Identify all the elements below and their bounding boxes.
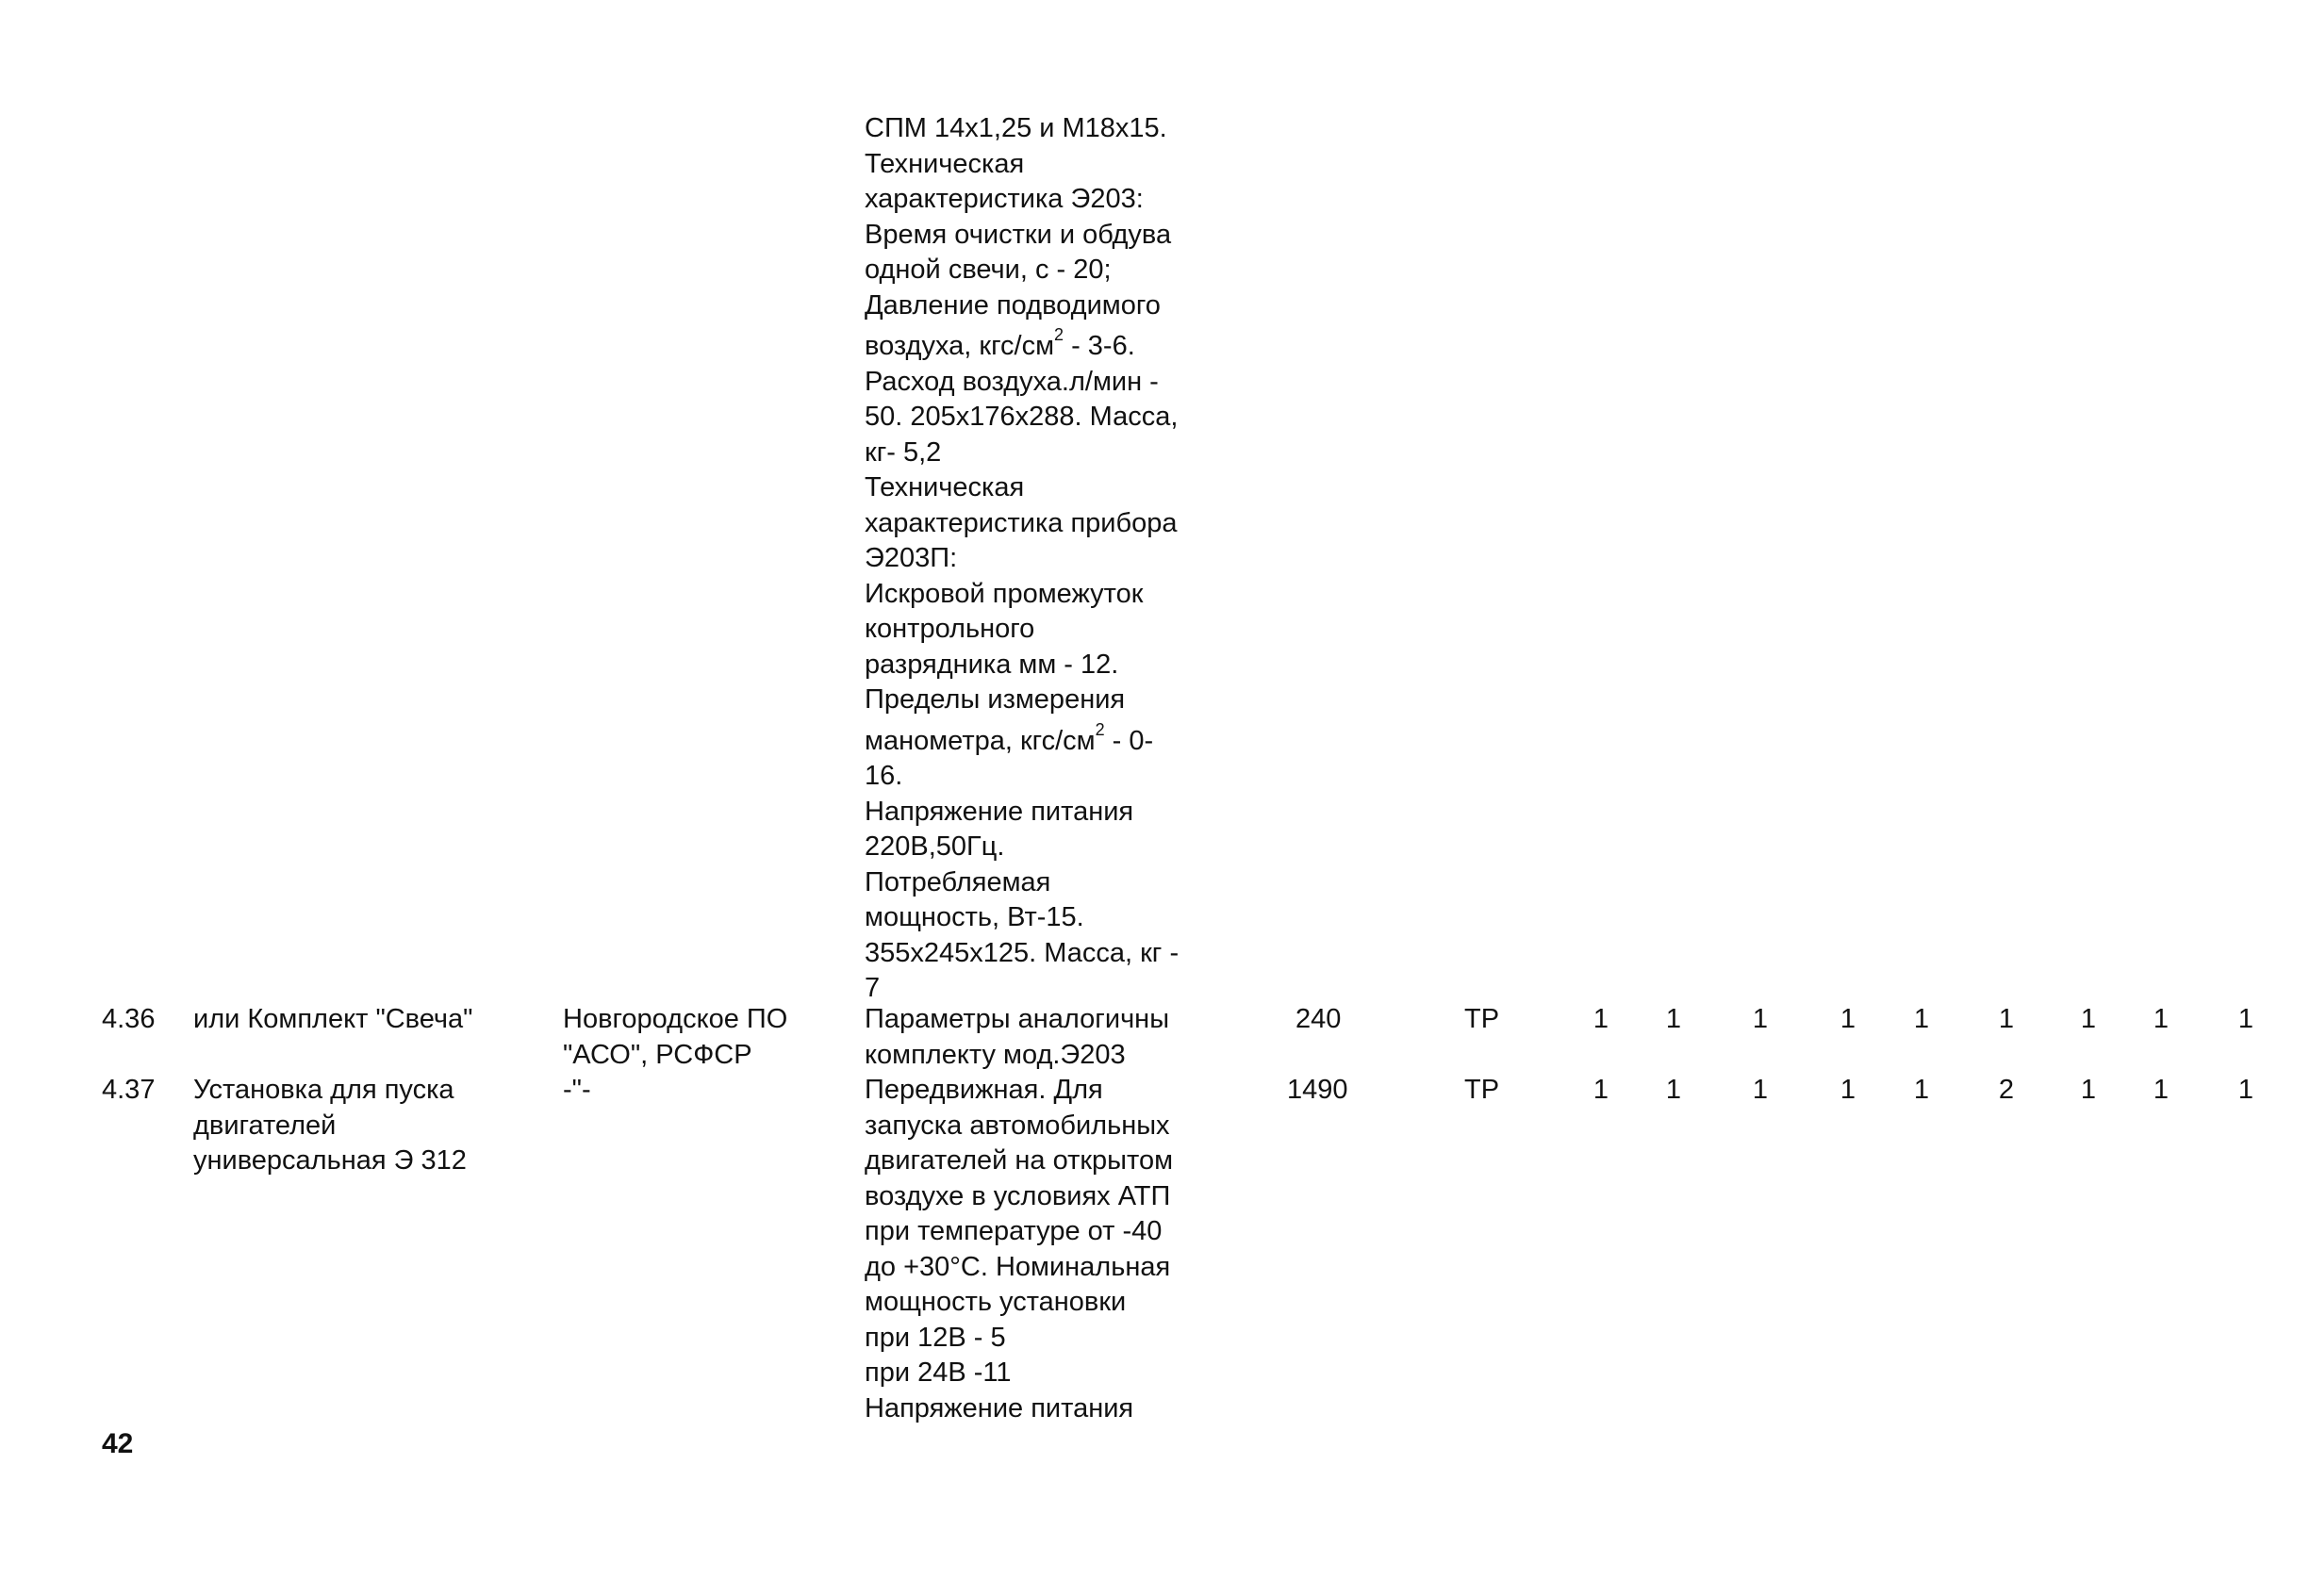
- count-cell: 1: [2080, 1004, 2097, 1034]
- desc-line: 7: [865, 973, 881, 1003]
- maker-line: -"-: [563, 1075, 591, 1105]
- name-line: универсальная Э 312: [193, 1145, 467, 1176]
- manufacturer: [563, 1073, 591, 1109]
- item-name: [193, 1002, 472, 1038]
- desc-line: 355х245х125. Масса, кг -: [865, 937, 1180, 968]
- desc-line: при температуре от -40: [865, 1216, 1163, 1246]
- page-number: 42: [102, 1428, 134, 1459]
- desc-line: двигателей на открытом: [865, 1145, 1174, 1176]
- continuation-description: [865, 111, 1242, 1007]
- desc-line: Передвижная. Для: [865, 1075, 1103, 1105]
- count-cell: 1: [1592, 1004, 1609, 1034]
- count-cell: 1: [1840, 1004, 1856, 1034]
- item-name: [193, 1073, 467, 1179]
- desc-line: Параметры аналогичны: [865, 1004, 1170, 1034]
- desc-line: 50. 205х176х288. Масса,: [865, 402, 1179, 432]
- count-cell: 1: [2237, 1075, 2254, 1105]
- count-cell: 1: [1998, 1004, 2015, 1034]
- desc-line: Э203П:: [865, 543, 958, 573]
- desc-line: характеристика прибора: [865, 507, 1178, 538]
- count-cell: 1: [1913, 1075, 1930, 1105]
- desc-line: контрольного: [865, 614, 1035, 644]
- desc-line: характеристика Э203:: [865, 184, 1144, 214]
- price: 240: [1295, 1004, 1342, 1034]
- desc-line: Давление подводимого: [865, 289, 1161, 321]
- count-cell: 1: [1665, 1075, 1682, 1105]
- desc-line: Потребляемая: [865, 866, 1051, 897]
- pressure-value: - 3-6.: [1064, 331, 1135, 361]
- count-cell: 1: [1592, 1075, 1609, 1105]
- desc-line: Пределы измерения: [865, 684, 1126, 715]
- desc-line-pressure: [865, 323, 1242, 365]
- desc-line: запуска автомобильных: [865, 1110, 1170, 1141]
- desc-line: Расход воздуха.л/мин -: [865, 366, 1159, 397]
- desc-line: Напряжение питания: [865, 1392, 1134, 1423]
- item-description: [865, 1073, 1242, 1426]
- desc-line: при 12В - 5: [865, 1322, 1006, 1353]
- desc-line: мощность установки: [865, 1287, 1127, 1317]
- row-number: 4.36: [102, 1004, 156, 1034]
- desc-line: комплекту мод.Э203: [865, 1039, 1126, 1070]
- gauge-value: - 0-: [1104, 725, 1154, 756]
- maker-line: "АСО", РСФСР: [563, 1039, 752, 1070]
- item-description: [865, 1002, 1242, 1073]
- desc-line: воздухе в условиях АТП: [865, 1180, 1171, 1211]
- desc-line: 220В,50Гц.: [865, 831, 1005, 862]
- desc-line: Техническая: [865, 472, 1025, 502]
- price: 1490: [1287, 1075, 1348, 1105]
- desc-line: Напряжение питания: [865, 796, 1134, 827]
- pressure-unit: воздуха, кгс/см: [865, 331, 1055, 361]
- manufacturer: [563, 1002, 787, 1073]
- desc-line: до +30°С. Номинальная: [865, 1251, 1171, 1282]
- desc-line-gauge: [865, 718, 1242, 760]
- desc-line: одной свечи, с - 20;: [865, 255, 1112, 285]
- count-cell: 1: [2153, 1075, 2170, 1105]
- count-cell: 1: [1752, 1075, 1769, 1105]
- count-cell: 1: [2080, 1075, 2097, 1105]
- category: ТР: [1464, 1004, 1500, 1034]
- maker-line: Новгородское ПО: [563, 1004, 788, 1034]
- pressure-exponent: 2: [1054, 325, 1064, 345]
- desc-line: разрядника мм - 12.: [865, 649, 1119, 680]
- row-number: 4.37: [102, 1075, 156, 1105]
- count-cell: 1: [1840, 1075, 1856, 1105]
- count-cell: 2: [1998, 1075, 2015, 1105]
- name-line: Установка для пуска: [193, 1075, 454, 1105]
- count-cell: 1: [2237, 1004, 2254, 1034]
- desc-line: при 24В -11: [865, 1357, 1012, 1388]
- name-line: или Комплект "Свеча": [193, 1004, 473, 1034]
- count-cell: 1: [1913, 1004, 1930, 1034]
- desc-line: Техническая: [865, 148, 1025, 179]
- gauge-unit: манометра, кгс/см: [865, 725, 1096, 756]
- count-cell: 1: [1752, 1004, 1769, 1034]
- count-cell: 1: [1665, 1004, 1682, 1034]
- desc-line: Искровой промежуток: [865, 578, 1144, 609]
- desc-line: кг- 5,2: [865, 436, 942, 468]
- gauge-exponent: 2: [1095, 719, 1105, 739]
- desc-line: мощность, Вт-15.: [865, 902, 1084, 932]
- desc-line: СПМ 14х1,25 и М18х15.: [865, 113, 1167, 143]
- desc-line: 16.: [865, 761, 903, 791]
- category: ТР: [1464, 1075, 1500, 1105]
- desc-line: Время очистки и обдува: [865, 219, 1172, 250]
- count-cell: 1: [2153, 1004, 2170, 1034]
- name-line: двигателей: [193, 1110, 337, 1141]
